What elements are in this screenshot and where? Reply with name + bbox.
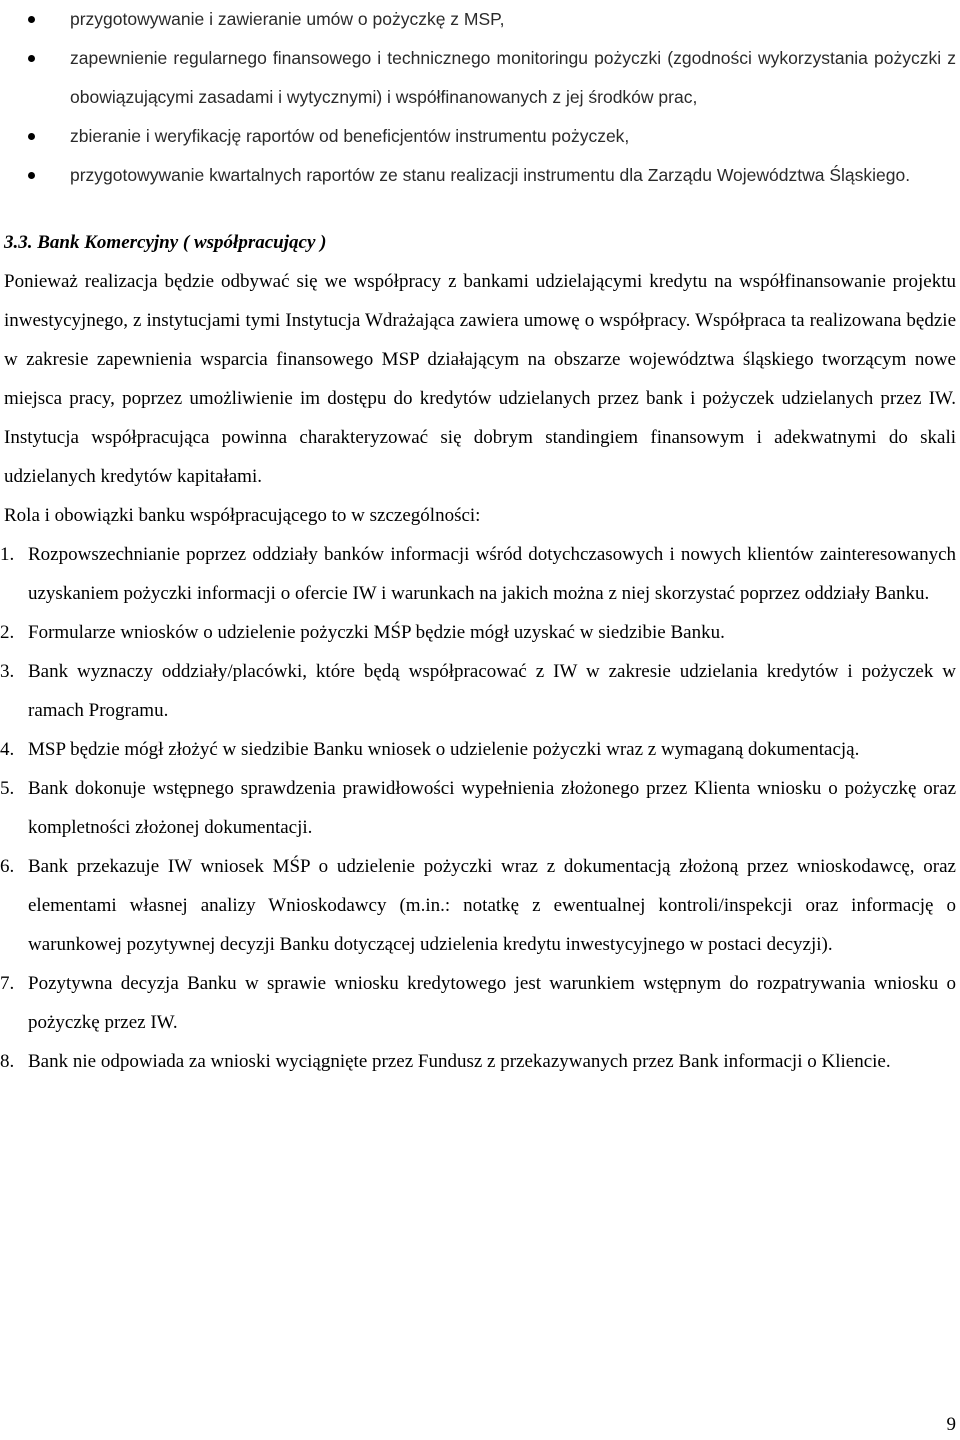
list-item (0, 535, 956, 613)
section-heading: 3.3. Bank Komercyjny ( współpracujący ) (4, 232, 327, 253)
task-bullet-list (4, 0, 956, 195)
page-number: 9 (946, 1414, 956, 1435)
bullet-item (4, 156, 956, 195)
item-number: 8. (0, 1051, 15, 1072)
item-text: Bank dokonuje wstępnego sprawdzenia prawidłowości wypełnienia złożonego przez Klienta wniosku o pożyczkę oraz kompletności złożonej dokumentacji. (28, 778, 956, 838)
list-item (0, 613, 956, 652)
bullet-text: przygotowywanie i zawieranie umów o pożyczkę z MSP, (70, 9, 505, 29)
duties-intro: Rola i obowiązki banku współpracującego to w szczególności: (4, 505, 481, 526)
item-number: 3. (0, 661, 15, 682)
item-text: Bank wyznaczy oddziały/placówki, które będą współpracować z IW w zakresie udzielania kredytów i pożyczek w ramach Programu. (28, 661, 956, 721)
item-number: 4. (0, 739, 15, 760)
item-text: Pozytywna decyzja Banku w sprawie wniosku kredytowego jest warunkiem wstępnym do rozpatrywania wniosku o pożyczkę przez IW. (28, 973, 956, 1033)
item-text: Formularze wniosków o udzielenie pożyczki MŚP będzie mógł uzyskać w siedzibie Banku. (28, 622, 725, 643)
bullet-text: zbieranie i weryfikację raportów od beneficjentów instrumentu pożyczek, (70, 126, 630, 146)
bullet-item (4, 39, 956, 117)
item-text: MSP będzie mógł złożyć w siedzibie Banku wniosek o udzielenie pożyczki wraz z wymaganą dokumentacją. (28, 739, 860, 760)
bullet-icon (28, 16, 35, 23)
list-item (0, 769, 956, 847)
list-item (0, 730, 956, 769)
bullet-text: przygotowywanie kwartalnych raportów ze stanu realizacji instrumentu dla Zarządu Województwa Śląskiego. (70, 165, 911, 185)
bullet-icon (28, 55, 35, 62)
bullet-icon (28, 172, 35, 179)
item-number: 7. (0, 973, 15, 994)
section-paragraph: Ponieważ realizacja będzie odbywać się we współpracy z bankami udzielającymi kredytu na współfinansowanie projektu inwestycyjnego, z instytucjami tymi Instytucja Wdrażająca zawiera umowę o współpracy. Współpraca ta realizowana będzie w zakresie zapewnienia wsparcia finansowego MSP działającym na obszarze województwa śląskiego tworzącym nowe miejsca pracy, poprzez umożliwienie im dostępu do kredytów udzielanych przez bank i pożyczek udzielanych przez IW. Instytucja współpracująca powinna charakteryzować się dobrym standingiem finansowym i adekwatnymi do skali udzielanych kredytów kapitałami. (4, 271, 956, 487)
item-number: 6. (0, 856, 15, 877)
list-item (0, 964, 956, 1042)
item-number: 5. (0, 778, 15, 799)
list-item (0, 652, 956, 730)
bullet-item (4, 0, 956, 39)
list-item (0, 847, 956, 964)
item-number: 1. (0, 544, 15, 565)
list-item (0, 1042, 956, 1081)
item-text: Bank nie odpowiada za wnioski wyciągnięte przez Fundusz z przekazywanych przez Bank informacji o Kliencie. (28, 1051, 891, 1072)
bullet-item (4, 117, 956, 156)
duties-list (0, 535, 956, 1081)
bullet-text: zapewnienie regularnego finansowego i technicznego monitoringu pożyczki (zgodności wykorzystania pożyczki z obowiązującymi zasadami i wytycznymi) i współfinanowanych z jej środków prac, (70, 48, 956, 107)
item-text: Bank przekazuje IW wniosek MŚP o udzielenie pożyczki wraz z dokumentacją złożoną przez wnioskodawcę, oraz elementami własnej analizy Wnioskodawcy (m.in.: notatkę z ewentualnej kontroli/inspekcji oraz informację o warunkowej pozytywnej decyzji Banku dotyczącej udzielenia kredytu inwestycyjnego w postaci decyzji). (28, 856, 956, 955)
bullet-icon (28, 133, 35, 140)
item-number: 2. (0, 622, 15, 643)
item-text: Rozpowszechnianie poprzez oddziały banków informacji wśród dotychczasowych i nowych klientów zainteresowanych uzyskaniem pożyczki informacji o ofercie IW i warunkach na jakich można z niej skorzystać poprzez oddziały Banku. (28, 544, 956, 604)
